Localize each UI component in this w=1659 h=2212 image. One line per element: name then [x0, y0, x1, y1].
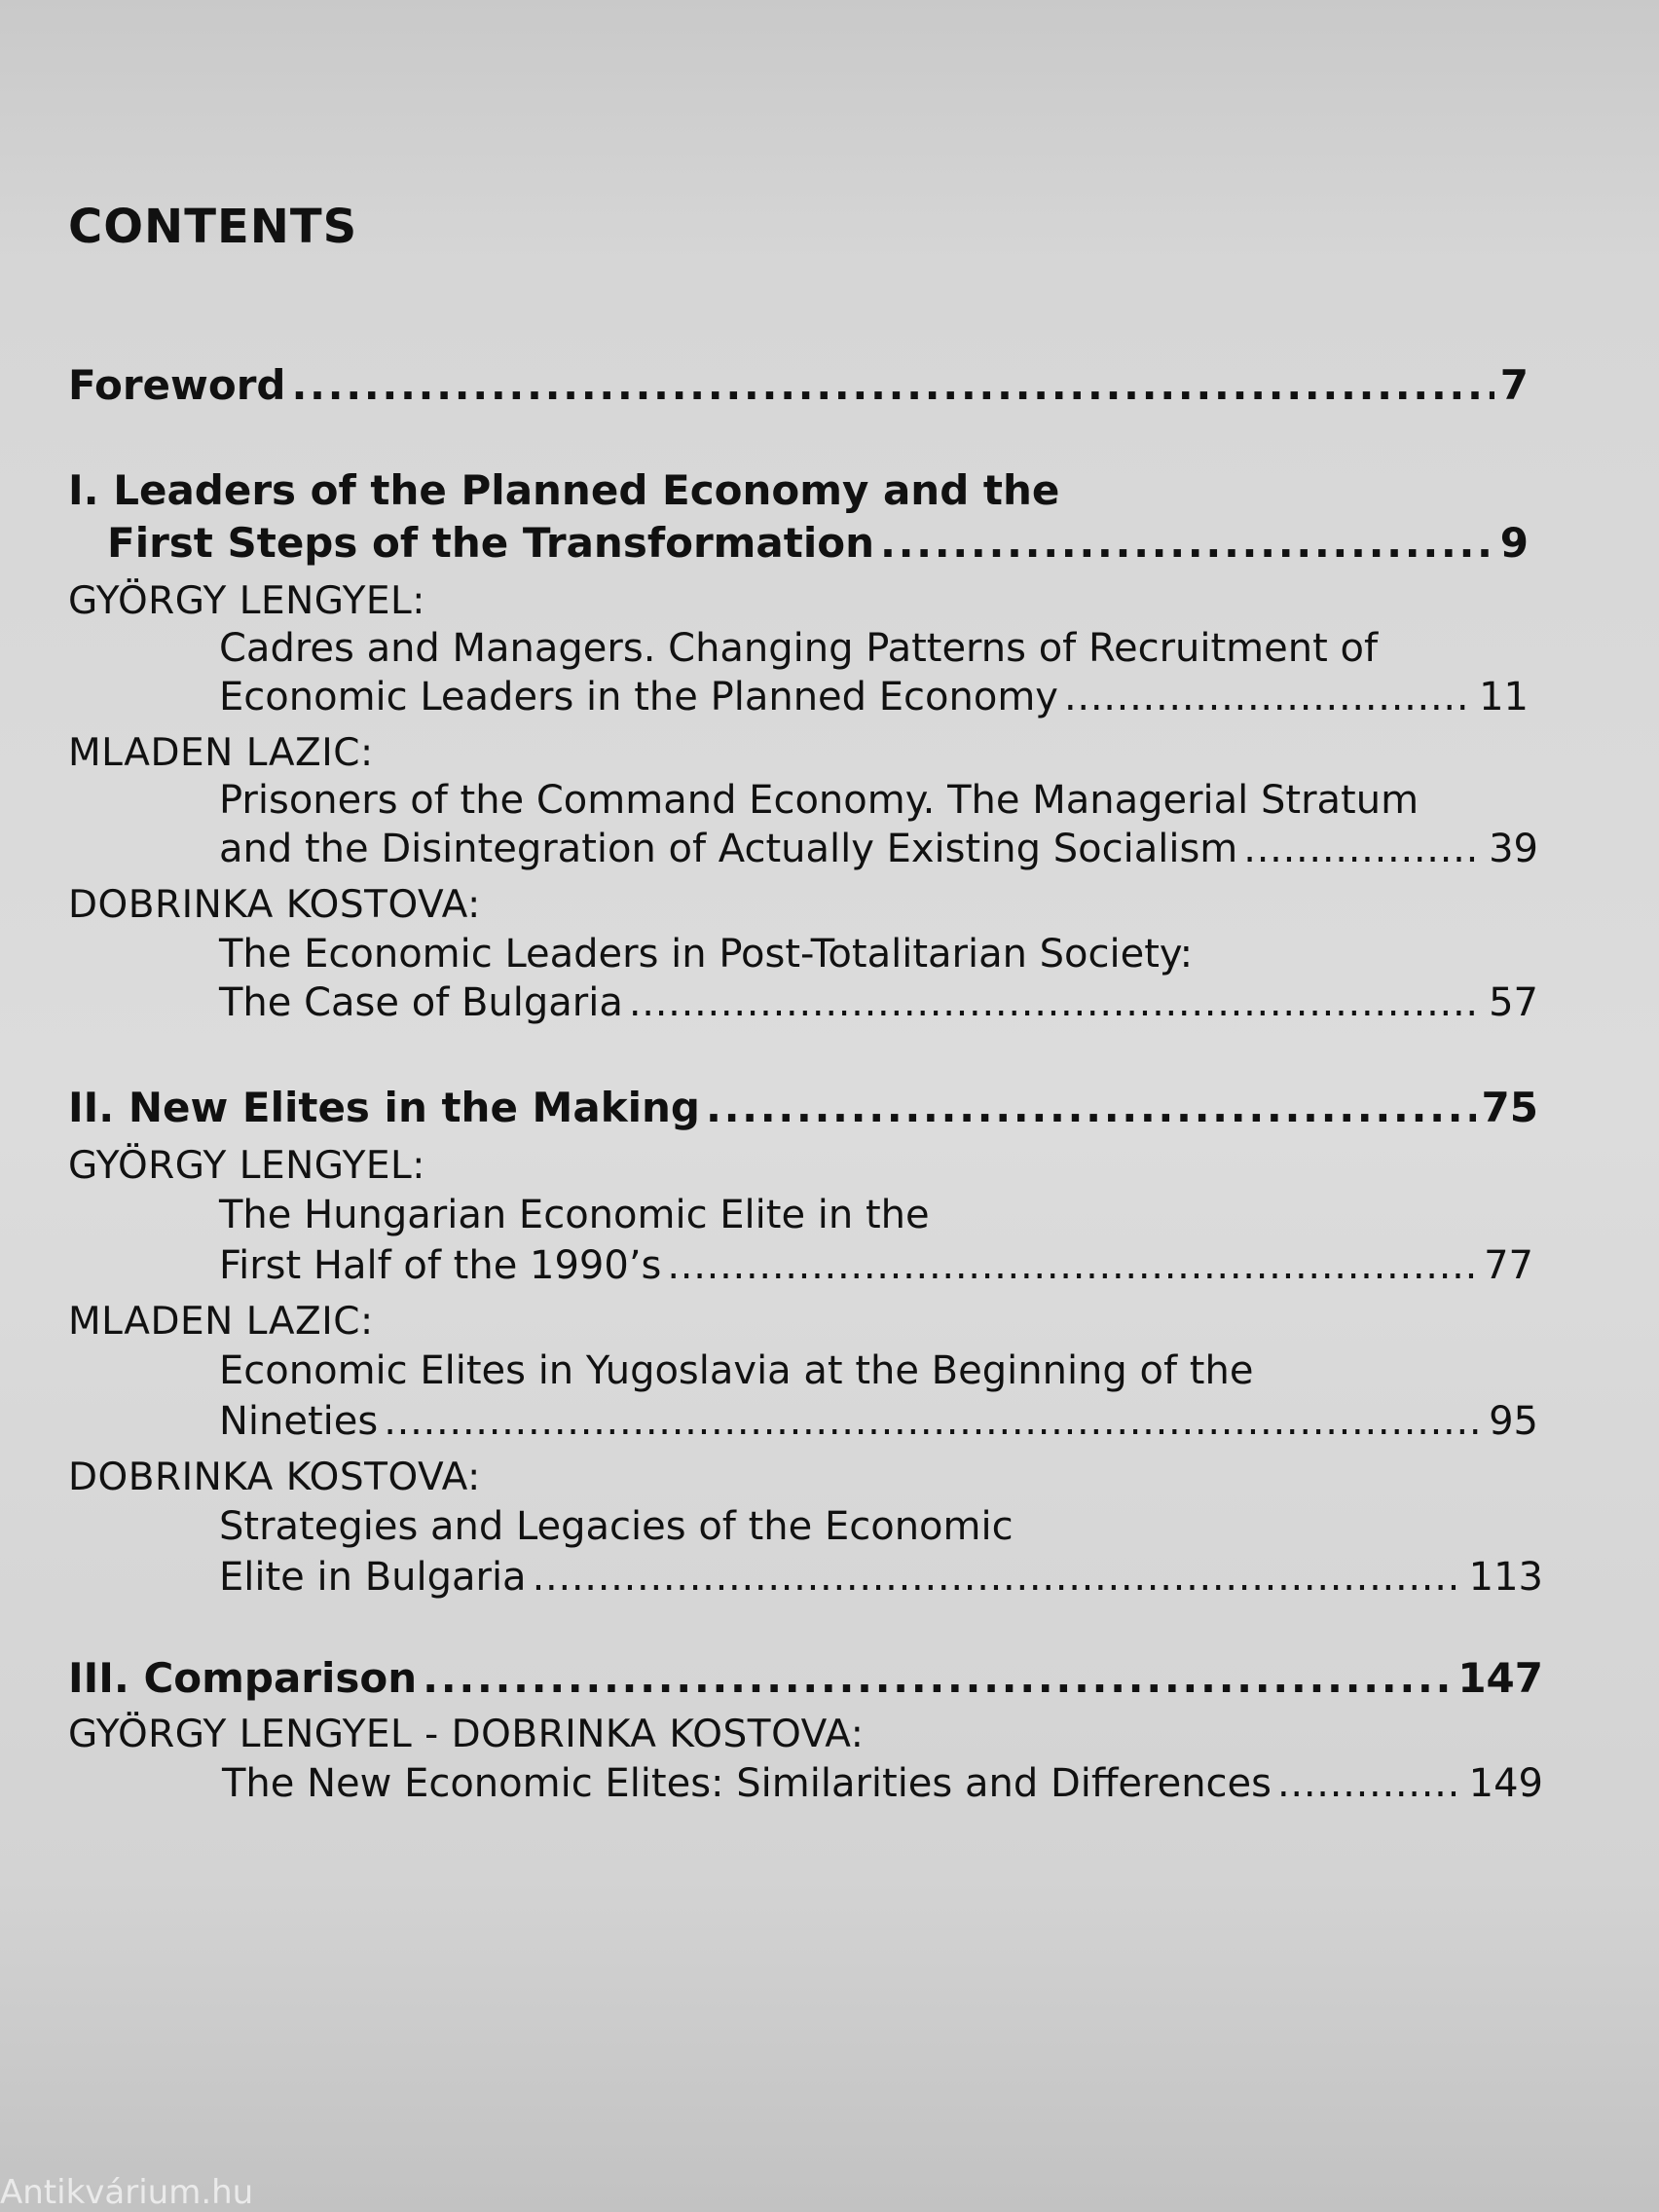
toc-entry-foreword [68, 360, 1529, 411]
part3-title: III. Comparison [68, 1654, 418, 1702]
author-lengyel-2: GYÖRGY LENGYEL: [68, 1144, 425, 1188]
part1-title-line2: First Steps of the Transformation [107, 519, 874, 567]
dot-leader [1277, 1758, 1463, 1809]
dot-leader [1064, 672, 1473, 722]
toc-entry-yugoslavia [219, 1396, 1538, 1447]
chapter-prisoners-page: 39 [1489, 827, 1538, 871]
part1-page: 9 [1499, 519, 1529, 567]
chapter-hungarian-page: 77 [1484, 1243, 1533, 1288]
dot-leader [384, 1396, 1483, 1447]
toc-entry-prisoners [219, 824, 1538, 874]
toc-entry-post-totalitarian [219, 977, 1538, 1028]
author-lazic-1: MLADEN LAZIC: [68, 731, 374, 775]
chapter-post-totalitarian-page: 57 [1489, 980, 1538, 1025]
chapter-prisoners-line2: and the Disintegration of Actually Existing Socialism [219, 827, 1238, 871]
toc-entry-part1 [107, 518, 1529, 569]
chapter-cadres-page: 11 [1479, 675, 1529, 719]
chapter-yugoslavia-line2: Nineties [219, 1399, 379, 1444]
dot-leader [1243, 824, 1483, 874]
chapter-strategies-page: 113 [1468, 1555, 1543, 1600]
part2-page: 75 [1481, 1084, 1538, 1131]
foreword-title: Foreword [68, 361, 286, 409]
chapter-post-totalitarian-line2: The Case of Bulgaria [219, 980, 623, 1025]
chapter-hungarian-line2: First Half of the 1990’s [219, 1243, 662, 1288]
chapter-prisoners-line1: Prisoners of the Command Economy. The Managerial Stratum [219, 778, 1419, 823]
chapter-hungarian-line1: The Hungarian Economic Elite in the [219, 1193, 930, 1237]
chapter-yugoslavia-page: 95 [1489, 1399, 1538, 1444]
part1-title-line1: I. Leaders of the Planned Economy and the [68, 466, 1060, 514]
contents-heading: CONTENTS [68, 200, 358, 254]
chapter-strategies-line1: Strategies and Legacies of the Economic [219, 1504, 1014, 1549]
part3-page: 147 [1457, 1654, 1543, 1702]
author-lazic-2: MLADEN LAZIC: [68, 1300, 374, 1344]
dot-leader [533, 1552, 1463, 1603]
toc-entry-strategies [219, 1552, 1543, 1603]
author-kostova-1: DOBRINKA KOSTOVA: [68, 883, 481, 927]
chapter-cadres-line1: Cadres and Managers. Changing Patterns of Recruitment of [219, 626, 1379, 671]
dot-leader [706, 1083, 1476, 1133]
part2-title: II. New Elites in the Making [68, 1084, 700, 1131]
toc-entry-cadres [219, 672, 1529, 722]
toc-entry-new-elites [222, 1758, 1543, 1809]
dot-leader [423, 1653, 1452, 1704]
toc-entry-hungarian [219, 1240, 1533, 1291]
author-lengyel-1: GYÖRGY LENGYEL: [68, 579, 425, 623]
dot-leader [880, 518, 1494, 569]
toc-entry-part3 [68, 1653, 1543, 1704]
chapter-cadres-line2: Economic Leaders in the Planned Economy [219, 675, 1058, 719]
chapter-strategies-line2: Elite in Bulgaria [219, 1555, 527, 1600]
chapter-new-elites-page: 149 [1468, 1761, 1543, 1806]
chapter-post-totalitarian-line1: The Economic Leaders in Post-Totalitarian Society: [219, 932, 1194, 977]
author-lengyel-kostova: GYÖRGY LENGYEL - DOBRINKA KOSTOVA: [68, 1713, 865, 1756]
dot-leader [291, 360, 1493, 411]
chapter-yugoslavia-line1: Economic Elites in Yugoslavia at the Beginning of the [219, 1348, 1254, 1393]
dot-leader [629, 977, 1483, 1028]
dot-leader [667, 1240, 1478, 1291]
toc-entry-part2 [68, 1083, 1538, 1133]
watermark-text: Antikvárium.hu [0, 2173, 254, 2212]
author-kostova-2: DOBRINKA KOSTOVA: [68, 1456, 481, 1499]
chapter-new-elites-title: The New Economic Elites: Similarities and Differences [222, 1761, 1272, 1806]
foreword-page: 7 [1499, 361, 1529, 409]
